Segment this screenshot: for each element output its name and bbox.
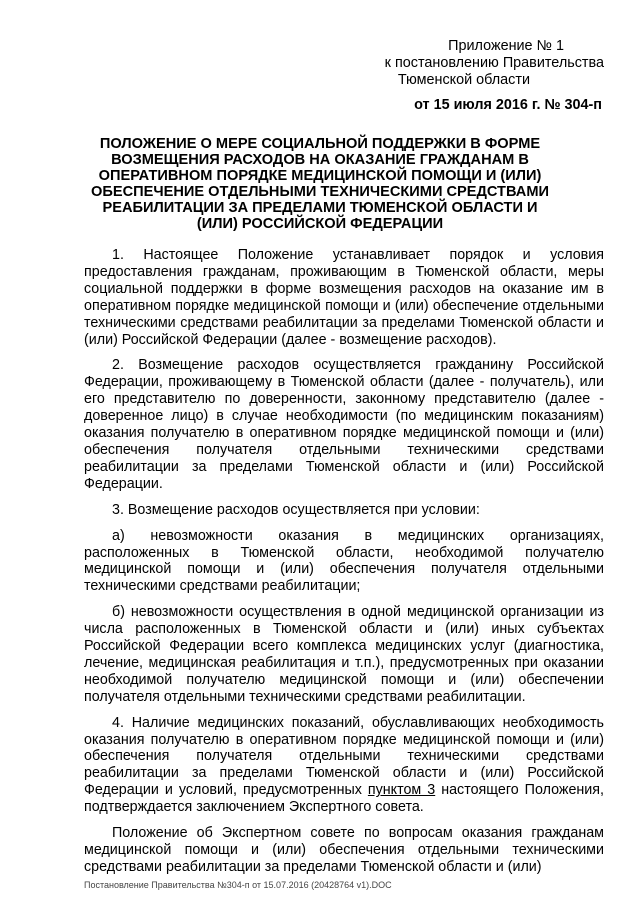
appendix-region-line: Тюменской области <box>397 72 530 88</box>
paragraph-3a: а) невозможности оказания в медицинских организациях, расположенных в Тюменской области, необходимой получателю медицинской помощи и (или) обеспечения получателя отдельными техническими средствами реабилитации; <box>84 527 604 595</box>
paragraph-3: 3. Возмещение расходов осуществляется при условии: <box>112 501 480 518</box>
paragraph-4-text-start: 4. Наличие медицинских показаний, обуславливающих необходимость оказания получателю в оперативном порядке медицинской помощи и (или) обеспечения получателя отдельными техническими средствами реабилитации за пределами Тюменской области и (или) Российской Федерации и условий, предусмотренных <box>84 714 604 799</box>
appendix-number: Приложение № 1 <box>448 38 564 54</box>
document-title: ПОЛОЖЕНИЕ О МЕРЕ СОЦИАЛЬНОЙ ПОДДЕРЖКИ В ФОРМЕ ВОЗМЕЩЕНИЯ РАСХОДОВ НА ОКАЗАНИЕ ГРАЖДАНАМ В ОПЕРАТИВНОМ ПОРЯДКЕ МЕДИЦИНСКОЙ ПОМОЩИ И (ИЛИ) ОБЕСПЕЧЕНИЕ ОТДЕЛЬНЫМИ ТЕХНИЧЕСКИМИ СРЕДСТВАМИ РЕАБИЛИТАЦИИ ЗА ПРЕДЕЛАМИ ТЮМЕНСКОЙ ОБЛАСТИ И (ИЛИ) РОССИЙСКОЙ ФЕДЕРАЦИИ <box>91 136 549 232</box>
appendix-decree-line: к постановлению Правительства <box>384 55 604 71</box>
document-body <box>84 247 604 883</box>
appendix-date: от 15 июля 2016 г. № 304-п <box>414 97 602 113</box>
appendix-header <box>324 38 604 114</box>
clause-3-link[interactable]: пунктом 3 <box>367 782 436 799</box>
paragraph-2: 2. Возмещение расходов осуществляется гражданину Российской Федерации, проживающему в Тюменской области (далее - получатель), или его представителю по доверенности, законному представителю (далее - доверенное лицо) в случае необходимости (по медицинским показаниям) оказания получателю в оперативном порядке медицинской помощи и (или) обеспечения получателя отдельными техническими средствами реабилитации за пределами Тюменской области и (или) Российской Федерации. <box>84 357 604 492</box>
paragraph-3b: б) невозможности осуществления в одной медицинской организации из числа расположенных в Тюменской области и (или) иных субъектах Российской Федерации всего комплекса медицинских услуг (диагностика, лечение, медицинская реабилитация и т.п.), предусмотренных при оказании необходимой получателю медицинской помощи и (или) обеспечении получателя отдельными техническими средствами реабилитации. <box>84 604 604 705</box>
paragraph-4-text-end: настоящего Положения, подтверждается заключением Экспертного совета. <box>84 782 604 816</box>
paragraph-1: 1. Настоящее Положение устанавливает порядок и условия предоставления гражданам, проживающим в Тюменской области, меры социальной поддержки в форме возмещения расходов на оказание им в оперативном порядке медицинской помощи и (или) обеспечение отдельными техническими средствами реабилитации за пределами Тюменской области и (или) Российской Федерации (далее - возмещение расходов). <box>84 247 604 348</box>
document-footer: Постановление Правительства №304-п от 15.07.2016 (20428764 v1).DOC <box>84 880 392 890</box>
paragraph-5: Положение об Экспертном совете по вопросам оказания гражданам медицинской помощи и (или) обеспечения отдельными техническими средствами реабилитации за пределами Тюменской области и (или) <box>84 825 604 875</box>
paragraph-4 <box>84 715 604 816</box>
